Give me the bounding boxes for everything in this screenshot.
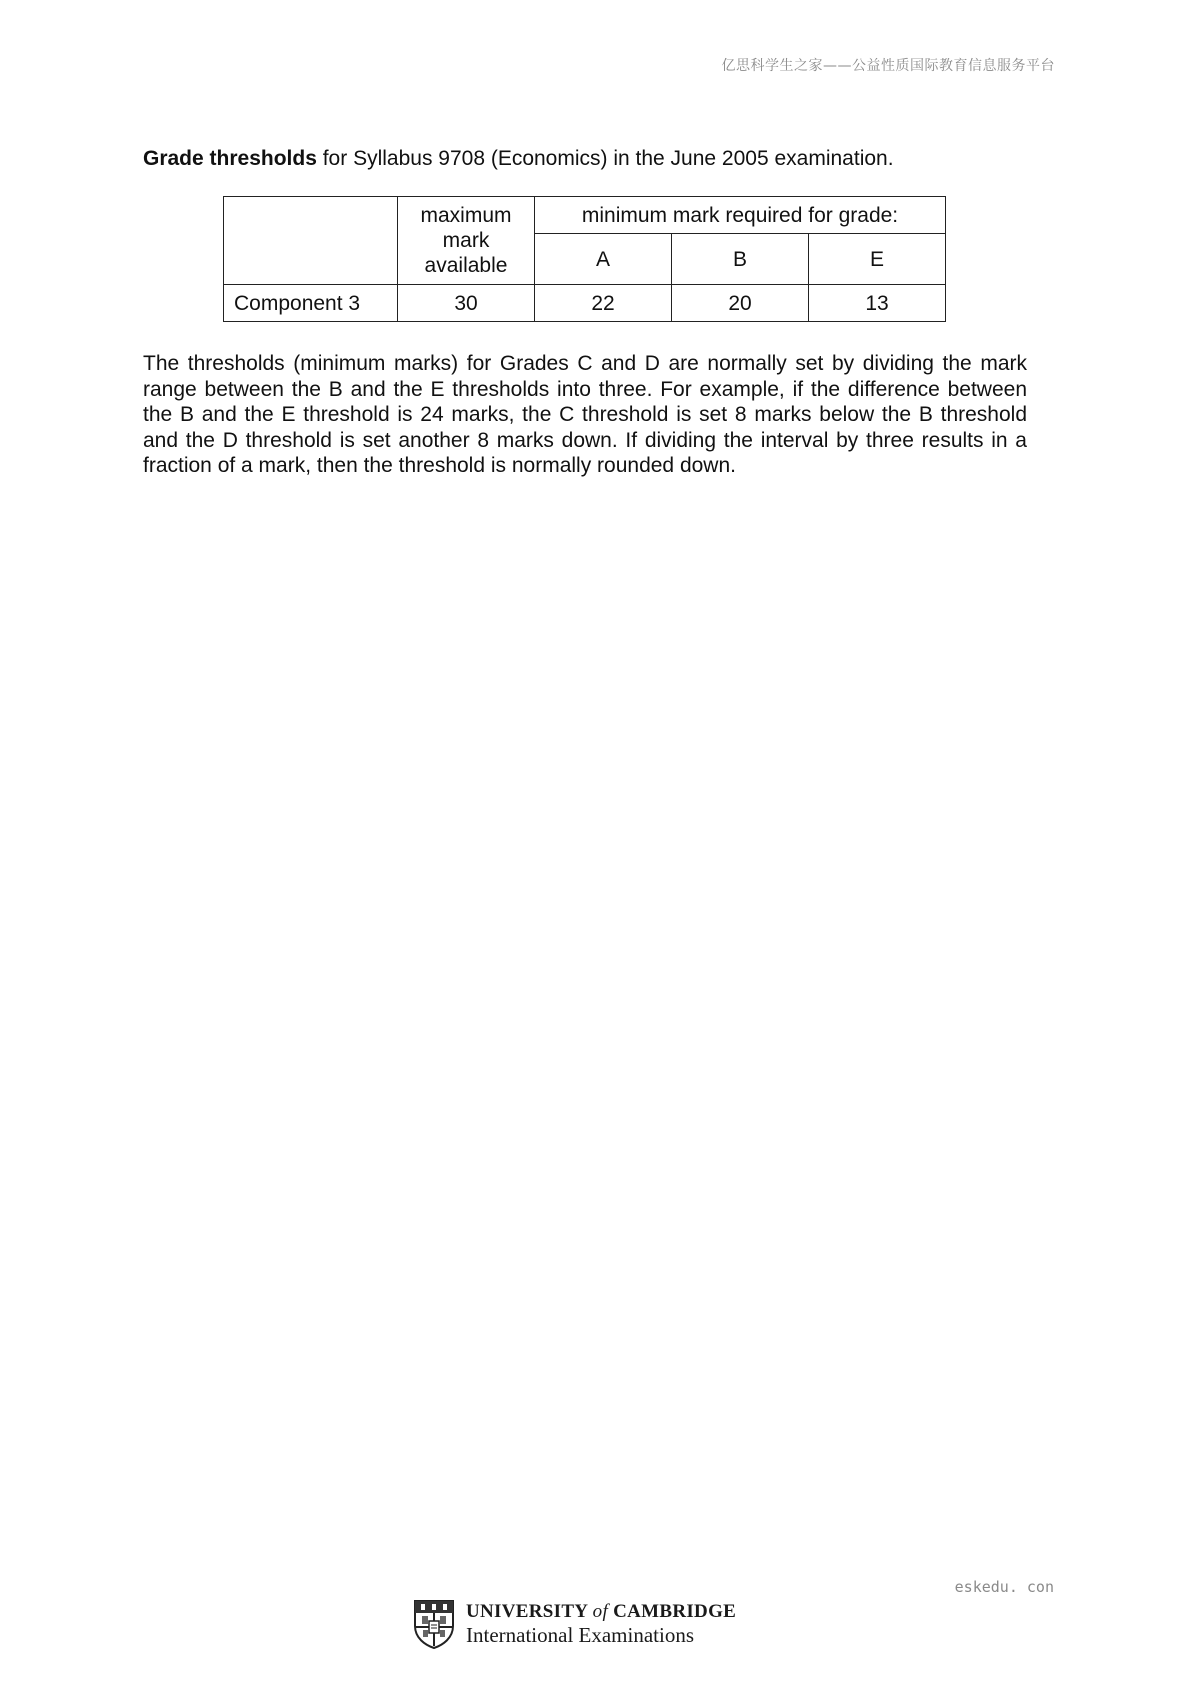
- component-cell: Component 3: [224, 285, 398, 322]
- grade-e-header: E: [809, 234, 946, 285]
- max-header-line-3: available: [424, 254, 508, 277]
- table-header-row: [224, 197, 946, 234]
- logo-word-cambridge: CAMBRIDGE: [608, 1600, 737, 1622]
- heading-bold: Grade thresholds: [143, 147, 317, 170]
- threshold-explanation: The thresholds (minimum marks) for Grades C and D are normally set by dividing the mark range between the B and the E thresholds into three. For example, if the difference between the B and the E threshold is 24 marks, the C threshold is set 8 marks below the B threshold and the D threshold is set another 8 marks down. If dividing the interval by three results in a fraction of a mark, then the threshold is normally rounded down.: [143, 352, 1027, 477]
- cambridge-crest-icon: [412, 1598, 456, 1650]
- grade-b-cell: 20: [672, 285, 809, 322]
- max-header-line-1: maximum: [420, 204, 512, 227]
- heading-rest: for Syllabus 9708 (Economics) in the June 2005 examination.: [316, 147, 894, 170]
- table-row: [224, 285, 946, 322]
- logo-international-examinations: International Examinations: [466, 1622, 695, 1647]
- grade-thresholds-table: [223, 196, 946, 322]
- max-mark-cell: 30: [398, 285, 535, 322]
- logo-word-university: UNIVERSITY: [466, 1600, 593, 1622]
- logo-university: [466, 1601, 736, 1623]
- footer-watermark: eskedu. con: [954, 1578, 1054, 1596]
- grade-a-header: A: [535, 234, 672, 285]
- logo-text: [466, 1601, 736, 1648]
- max-mark-header: [398, 197, 535, 285]
- page-heading: [143, 146, 894, 172]
- logo-word-of: of: [592, 1600, 609, 1622]
- grade-a-cell: 22: [535, 285, 672, 322]
- grade-e-cell: 13: [809, 285, 946, 322]
- grade-header: minimum mark required for grade:: [535, 197, 946, 234]
- cambridge-logo: [412, 1598, 736, 1650]
- header-watermark: 亿思科学生之家——公益性质国际教育信息服务平台: [721, 58, 1055, 74]
- max-header-line-2: mark: [442, 229, 490, 252]
- grade-b-header: B: [672, 234, 809, 285]
- empty-header-cell: [224, 197, 398, 285]
